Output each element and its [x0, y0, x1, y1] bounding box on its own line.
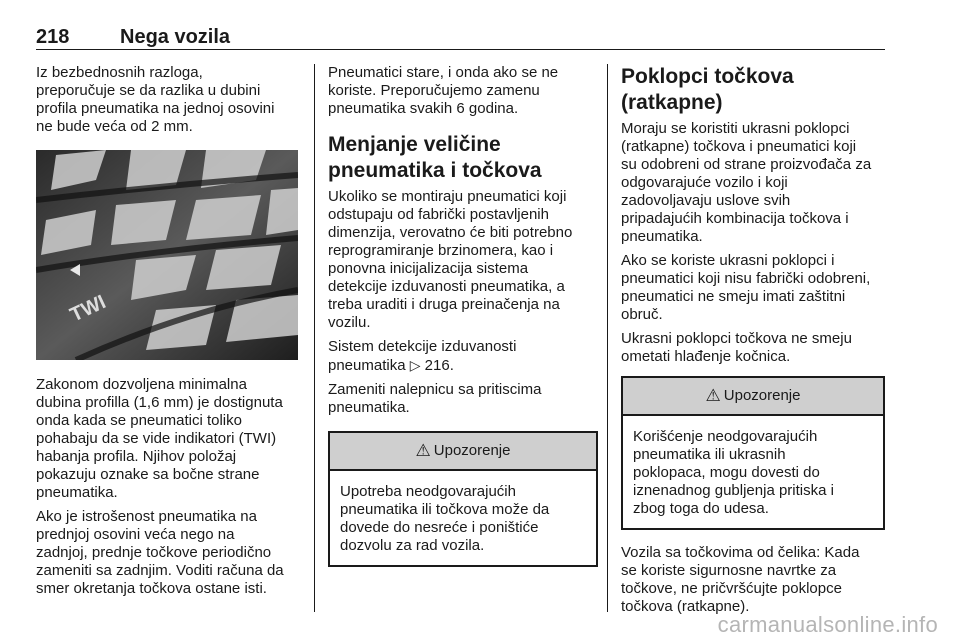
column-3 [621, 64, 891, 622]
warning-body-1: Upotreba neodgovarajućih pneumatika ili točkova može da dovede do nesreće i poništiće dozvolu za rad vozila. [340, 483, 550, 554]
page-header [36, 25, 230, 49]
warning-box-1 [328, 431, 598, 567]
watermark: carmanualsonline.info [717, 612, 938, 637]
warning-header-1 [330, 433, 596, 471]
warning-title-1: Upozorenje [433, 442, 511, 459]
paragraph-safety: Iz bezbednosnih razloga, preporučuje se da razlika u dubini profila pneumatika na jednoj osovini ne bude veća od 2 mm. [36, 64, 275, 135]
heading-wheel-covers: Poklopci točkova (ratkapne) [621, 65, 794, 114]
column-divider-1 [314, 64, 315, 612]
paragraph-label: Zameniti nalepnicu sa pritiscima pneumatika. [328, 381, 542, 416]
paragraph-covers-nonapproved: Ako se koriste ukrasni poklopci i pneumatici koji nisu fabrički odobreni, pneumatici ne smeju imati zaštitni obruč. [621, 252, 871, 323]
paragraph-steel-wheels: Vozila sa točkovima od čelika: Kada se koriste sigurnosne navrtke za točkove, ne pričvršćujte poklopce točkova (ratkapne). [621, 544, 860, 615]
warning-header-2 [623, 378, 883, 416]
warning-title-2: Upozorenje [723, 387, 801, 404]
page-ref-arrow-icon: ▷ [409, 357, 421, 373]
warning-triangle-icon: ⚠ [705, 386, 721, 405]
column-1 [36, 64, 306, 604]
column-2 [328, 64, 598, 567]
page-number: 218 [36, 26, 70, 48]
warning-body-2: Korišćenje neodgovarajućih pneumatika ili ukrasnih poklopaca, mogu dovesti do iznenadnog gubljenja pritiska i zbog toga do udesa. [633, 428, 834, 517]
paragraph-aging: Pneumatici stare, i onda ako se ne koriste. Preporučujemo zamenu pneumatika svakih 6 godina. [328, 64, 559, 117]
tire-tread-image [36, 150, 298, 360]
paragraph-detection [328, 338, 598, 375]
detection-end: . [449, 357, 454, 374]
heading-size-change: Menjanje veličine pneumatika i točkova [328, 133, 542, 182]
header-rule [36, 49, 885, 50]
detection-text: Sistem detekcije izduvanosti pneumatika [328, 338, 517, 374]
paragraph-covers-approved: Moraju se koristiti ukrasni poklopci (ratkapne) točkova i pneumatici koji su odobreni od strane proizvođača za odgovarajuće vozilo i koji zadovoljavaju uslove svih pripadajućih kombinacija točkova i pneumatika. [621, 120, 872, 245]
paragraph-min-depth: Zakonom dozvoljena minimalna dubina profilla (1,6 mm) je dostignuta onda kada se pneumatici toliko pohabaju da se vide indikatori (TWI) habanja profila. Njihov položaj pokazuju oznake sa bočne strane pneumatika. [36, 376, 283, 501]
column-divider-2 [607, 64, 608, 612]
warning-triangle-icon: ⚠ [415, 441, 431, 460]
paragraph-rotation: Ako je istrošenost pneumatika na prednjoj osovini veća nego na zadnjoj, prednje točkove periodično zameniti sa zadnjim. Voditi računa da smer okretanja točkova ostane isti. [36, 508, 284, 597]
page-ref-link[interactable]: 216 [424, 357, 450, 374]
paragraph-size-change: Ukoliko se montiraju pneumatici koji odstupaju od fabrički postavljenih dimenzija, verovatno će biti potrebno reprogramiranje brzinomera, kao i ponovna inicijalizacija sistema detekcije izduvanosti pneumatika, a treba uraditi i druga preinačenja na vozilu. [328, 188, 573, 331]
paragraph-brake-cooling: Ukrasni poklopci točkova ne smeju ometati hlađenje kočnica. [621, 330, 852, 365]
page-title: Nega vozila [120, 26, 231, 48]
image-twi-label: TWI [66, 291, 110, 327]
warning-box-2 [621, 376, 885, 530]
